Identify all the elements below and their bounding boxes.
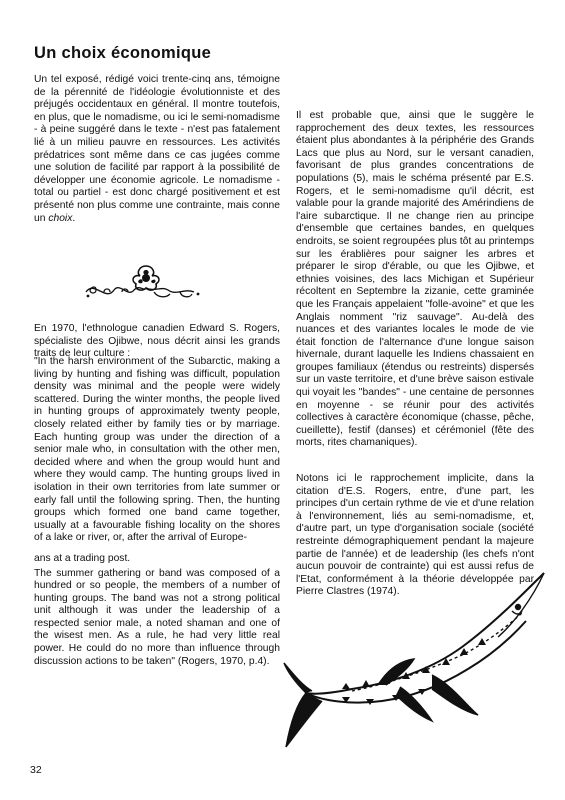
right-paragraph-1: Il est probable que, ainsi que le suggère le rapprochement des deux textes, les ressources étaient plus abondantes à la périphérie des Grands Lacs que plus au Nord, sur le versant canadien, favorisant de plus grandes concentrations de populations (5), mais le schéma présenté par E.S. Rogers, et le semi-nomadisme qu'il décrit, est valable pour la grande majorité des Amérindiens de l'aire subarctique. Il ne change rien au principe d'ensemble que certaines bandes, en quelques endroits, se soient regroupées plus tôt au printemps sur les érablières pour saigner les arbres et préparer le sirop d'érable, ou que les Ojibwe, et ethnies voisines, des lacs Michigan et Supérieur récoltent en Septembre la zizanie, cette graminée que les Français appelaient "folle-avoine" et que les Anglais nomment "riz sauvage". Au-delà des nuances et des variantes locales le mode de vie était fonction de l'alternance d'une longue saison hivernale, durant laquelle les Indiens chassaient en groupes familiaux (étendus ou restreints) dispersés sur un vaste territoire, et d'une brève saison estivale qui voyait les "bandes" - une centaine de personnes en moyenne - se réunir pour des activités collectives à caractère économique (chasse, pêche, cueillette), festif (danses) et cérémoniel (fête des morts, rites chamaniques). [296, 110, 534, 449]
quote-paragraph-2: The summer gathering or band was composed of a hundred or so people, the members of a number of hunting groups. The band was not a strong political unit although it was under the leadership of a respected senior male, a noted shaman and one of the wisest men. As a rule, he had very little real power. He could do no more than influence through discussion actions to be taken" (Rogers, 1970, p.4). [34, 567, 280, 667]
floral-ornament-icon [84, 262, 202, 308]
page-number: 32 [30, 764, 42, 776]
section-title: Un choix économique [34, 44, 212, 62]
quote-paragraph-1: "In the harsh environment of the Subarctic, making a living by hunting and fishing was difficult, population density was minimal and the people were widely scattered. During the winter months, the people lived in hunting groups of approximately twenty people, closely related either by family ties or by marriage. Each hunting group was under the direction of a senior male who, in consultation with the other men, decided where and when the group would hunt and where they would camp. The hunting groups lived in isolation in their own territories from late summer or early fall until the following spring. Then, the hunting groups which formed one band came together, usually at a favourable fishing locality on the shores of a lake or river, or, after the arrival of Europe- [34, 356, 280, 544]
quote-paragraph-1-end: ans at a trading post. [34, 552, 131, 564]
right-paragraph-2: Notons ici le rapprochement implicite, dans la citation d'E.S. Rogers, entre, d'une part, les principes d'un certain rythme de vie et d'une relation à l'environnement, liés au semi-nomadisme, et, d'autre part, un type d'organisation sociale (société restreinte démographiquement pendant la majeure partie de l'année) et de leadership (les chefs n'ont aucun pouvoir de contrainte) qui est aussi refus de l'Etat, conformément à la théorie développée par Pierre Clastres (1974). [296, 473, 534, 598]
intro-paragraph: Un tel exposé, rédigé voici trente-cinq ans, témoigne de la pérennité de l'idéologie évolutionniste et des préjugés occidentaux en général. Il montre toutefois, en plus, que le nomadisme, ou ici le semi-nomadisme - à peine suggéré dans le texte - n'est pas fatalement lié à un milieu pauvre en ressources. Les activités prédatrices sont même dans ce cas jugées comme une solution de facilité par rapport à la possibilité de développer une économie agricole. Le nomadisme - total ou partiel - est donc chargé positivement et est présenté non plus comme une contrainte, mais conne un choix. [34, 74, 280, 224]
sturgeon-drawing-icon [282, 565, 552, 755]
rogers-quote-block [34, 356, 280, 676]
rogers-intro-paragraph: En 1970, l'ethnologue canadien Edward S. Rogers, spécialiste des Ojibwe, nous décrit ainsi les grands traits de leur culture : [34, 323, 280, 360]
right-paragraph-1-block [296, 110, 534, 458]
intro-paragraph-block [34, 74, 280, 233]
